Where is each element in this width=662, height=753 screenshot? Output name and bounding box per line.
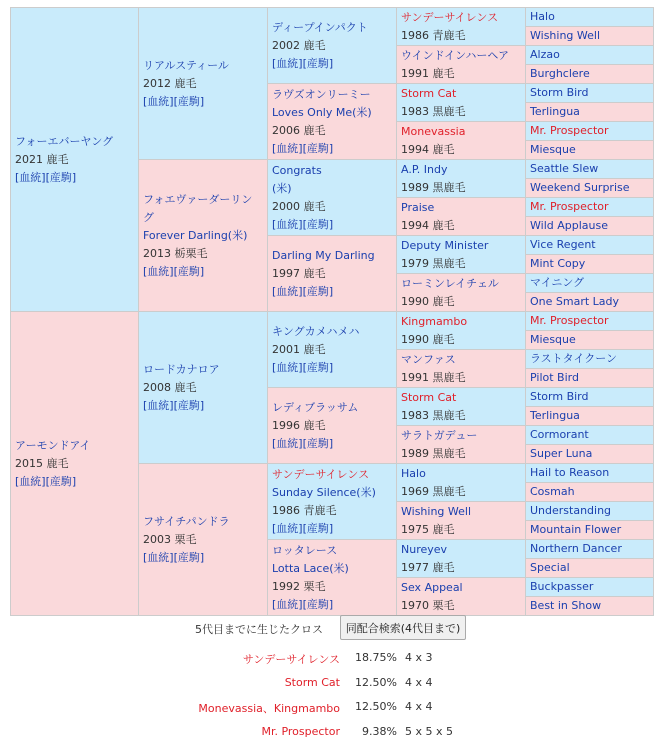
birth-year-color: 2001 鹿毛: [272, 342, 326, 356]
gen4-horse-cell: [397, 578, 526, 616]
gen4-horse-cell: [397, 388, 526, 426]
gen5-horse-cell: [526, 236, 654, 255]
cross-horse-name[interactable]: Monevassia、Kingmambo: [198, 702, 340, 715]
horse-name[interactable]: Monevassia: [401, 124, 466, 138]
birth-year-color: 1983 黒鹿毛: [401, 408, 466, 422]
horse-name[interactable]: Mint Copy: [530, 257, 586, 270]
gen5-horse-cell: [526, 255, 654, 274]
gen2-horse-cell: [139, 8, 268, 160]
cross-percentage: 12.50%: [355, 676, 397, 689]
horse-name[interactable]: アーモンドアイ: [15, 438, 91, 452]
gen5-horse-cell: [526, 445, 654, 464]
horse-name[interactable]: フォエヴァーダーリング: [143, 192, 253, 224]
horse-name[interactable]: Terlingua: [530, 409, 580, 422]
gen4-horse-cell: [397, 160, 526, 198]
birth-year-color: 2002 鹿毛: [272, 38, 326, 52]
cross-title: 5代目までに生じたクロス: [195, 623, 323, 636]
birth-year-color: 1992 栗毛: [272, 579, 326, 593]
gen5-horse-cell: [526, 293, 654, 312]
cross-horse-name[interactable]: Storm Cat: [284, 676, 340, 689]
horse-name[interactable]: Mr. Prospector: [530, 314, 609, 327]
cross-horse-name[interactable]: サンデーサイレンス: [242, 653, 340, 666]
birth-year-color: 2012 鹿毛: [143, 76, 197, 90]
gen5-horse-cell: [526, 388, 654, 407]
gen4-horse-cell: [397, 426, 526, 464]
horse-name[interactable]: フォーエバーヤング: [15, 134, 114, 148]
gen4-horse-cell: [397, 236, 526, 274]
horse-name[interactable]: Sex Appeal: [401, 580, 463, 594]
horse-name-alt[interactable]: Forever Darling(米): [143, 228, 248, 242]
horse-name[interactable]: Special: [530, 561, 570, 574]
gen5-horse-cell: [526, 407, 654, 426]
cross-percentage: 12.50%: [355, 700, 397, 713]
birth-year-color: 1989 黒鹿毛: [401, 180, 466, 194]
horse-name[interactable]: Storm Bird: [530, 86, 589, 99]
horse-name[interactable]: Alzao: [530, 48, 560, 61]
pedigree-offspring-links[interactable]: [血統][産駒]: [143, 550, 205, 564]
birth-year-color: 2013 栃栗毛: [143, 246, 208, 260]
gen4-horse-cell: [397, 350, 526, 388]
horse-name[interactable]: Mountain Flower: [530, 523, 622, 536]
horse-name[interactable]: Buckpasser: [530, 580, 594, 593]
horse-name[interactable]: マンファス: [401, 352, 456, 366]
horse-name[interactable]: Wild Applause: [530, 219, 608, 232]
horse-name[interactable]: レディブラッサム: [272, 400, 359, 414]
gen3-horse-cell: [268, 8, 397, 84]
horse-name[interactable]: ディープインパクト: [272, 20, 368, 34]
birth-year-color: 1990 鹿毛: [401, 332, 455, 346]
birth-year-color: 1990 鹿毛: [401, 294, 455, 308]
horse-name[interactable]: Northern Dancer: [530, 542, 622, 555]
horse-name[interactable]: Mr. Prospector: [530, 124, 609, 137]
horse-name[interactable]: Pilot Bird: [530, 371, 579, 384]
horse-name[interactable]: Vice Regent: [530, 238, 596, 251]
horse-name[interactable]: フサイチパンドラ: [143, 514, 230, 528]
gen5-horse-cell: [526, 464, 654, 483]
birth-year-color: 1994 鹿毛: [401, 218, 455, 232]
horse-name[interactable]: Cormorant: [530, 428, 589, 441]
horse-name[interactable]: Halo: [530, 10, 555, 23]
horse-name-alt[interactable]: Loves Only Me(米): [272, 105, 372, 119]
pedigree-offspring-links[interactable]: [血統][産駒]: [272, 436, 334, 450]
horse-name[interactable]: Nureyev: [401, 542, 448, 556]
horse-name[interactable]: Storm Cat: [401, 390, 457, 404]
pedigree-offspring-links[interactable]: [血統][産駒]: [272, 360, 334, 374]
gen5-horse-cell: [526, 46, 654, 65]
gen4-horse-cell: [397, 46, 526, 84]
horse-name[interactable]: キングカメハメハ: [272, 324, 360, 338]
gen3-horse-cell: [268, 84, 397, 160]
horse-name[interactable]: Praise: [401, 200, 435, 214]
cross-pattern: 4 x 4: [405, 700, 433, 713]
horse-name[interactable]: Miesque: [530, 143, 576, 156]
birth-year-color: 1970 栗毛: [401, 598, 455, 612]
gen5-horse-cell: [526, 502, 654, 521]
horse-name[interactable]: Halo: [401, 466, 426, 480]
birth-year-color: 1977 鹿毛: [401, 560, 455, 574]
horse-name[interactable]: Storm Bird: [530, 390, 589, 403]
horse-name[interactable]: サンデーサイレンス: [272, 467, 370, 481]
cross-row: [0, 651, 662, 669]
gen5-horse-cell: [526, 559, 654, 578]
birth-year-color: 1989 黒鹿毛: [401, 446, 466, 460]
birth-year-color: 1979 黒鹿毛: [401, 256, 466, 270]
gen1-horse-cell: [11, 8, 139, 312]
horse-name[interactable]: Kingmambo: [401, 314, 468, 328]
gen2-horse-cell: [139, 464, 268, 616]
gen5-horse-cell: [526, 198, 654, 217]
horse-name[interactable]: Cosmah: [530, 485, 575, 498]
gen3-horse-cell: [268, 312, 397, 388]
gen3-horse-cell: [268, 464, 397, 540]
horse-name[interactable]: Seattle Slew: [530, 162, 599, 175]
gen5-horse-cell: [526, 274, 654, 293]
horse-name[interactable]: Wishing Well: [530, 29, 601, 42]
horse-name[interactable]: One Smart Lady: [530, 295, 620, 308]
pedigree-offspring-links[interactable]: [血統][産駒]: [143, 264, 205, 278]
birth-year-color: 1986 青鹿毛: [401, 28, 466, 42]
gen4-horse-cell: [397, 540, 526, 578]
gen3-horse-cell: [268, 236, 397, 312]
gen4-horse-cell: [397, 464, 526, 502]
gen5-horse-cell: [526, 312, 654, 331]
horse-name[interactable]: Hail to Reason: [530, 466, 610, 479]
horse-name[interactable]: Understanding: [530, 504, 612, 517]
gen2-horse-cell: [139, 160, 268, 312]
horse-name-alt[interactable]: Sunday Silence(米): [272, 485, 376, 499]
birth-year-color: 1991 鹿毛: [401, 66, 455, 80]
pedigree-offspring-links[interactable]: [血統][産駒]: [15, 170, 77, 184]
cross-percentage: 18.75%: [355, 651, 397, 664]
gen5-horse-cell: [526, 179, 654, 198]
birth-year-color: 1996 鹿毛: [272, 418, 326, 432]
horse-name[interactable]: ラヴズオンリーミー: [272, 87, 371, 101]
pedigree-offspring-links[interactable]: [血統][産駒]: [15, 474, 77, 488]
horse-name[interactable]: Best in Show: [530, 599, 602, 612]
gen4-horse-cell: [397, 502, 526, 540]
birth-year-color: 2000 鹿毛: [272, 199, 326, 213]
gen5-horse-cell: [526, 84, 654, 103]
pedigree-offspring-links[interactable]: [血統][産駒]: [272, 597, 334, 611]
gen3-horse-cell: [268, 388, 397, 464]
horse-name[interactable]: A.P. Indy: [401, 162, 448, 176]
gen5-horse-cell: [526, 597, 654, 616]
birth-year-color: 1991 黒鹿毛: [401, 370, 466, 384]
horse-name[interactable]: Miesque: [530, 333, 576, 346]
horse-name[interactable]: Super Luna: [530, 447, 593, 460]
horse-name[interactable]: Terlingua: [530, 105, 580, 118]
horse-name[interactable]: Weekend Surprise: [530, 181, 630, 194]
gen4-horse-cell: [397, 8, 526, 46]
horse-name[interactable]: ウインドインハーヘア: [401, 48, 510, 62]
gen1-horse-cell: [11, 312, 139, 616]
gen3-horse-cell: [268, 540, 397, 616]
gen5-horse-cell: [526, 65, 654, 84]
gen5-horse-cell: [526, 27, 654, 46]
birth-year-color: 2021 鹿毛: [15, 152, 69, 166]
gen5-horse-cell: [526, 578, 654, 597]
pedigree-offspring-links[interactable]: [血統][産駒]: [272, 141, 334, 155]
birth-year-color: 1983 黒鹿毛: [401, 104, 466, 118]
horse-name[interactable]: ラストタイクーン: [530, 352, 618, 365]
cross-pattern: 4 x 4: [405, 676, 433, 689]
pedigree-offspring-links[interactable]: [血統][産駒]: [272, 521, 334, 535]
cross-percentage: 9.38%: [362, 725, 397, 738]
gen5-horse-cell: [526, 483, 654, 502]
pedigree-offspring-links[interactable]: [血統][産駒]: [143, 94, 205, 108]
gen5-horse-cell: [526, 426, 654, 445]
horse-name[interactable]: Darling My Darling: [272, 248, 375, 262]
horse-name[interactable]: ローミンレイチェル: [401, 276, 499, 290]
cross-row: [0, 725, 662, 743]
horse-name[interactable]: Storm Cat: [401, 86, 457, 100]
cross-horse-name[interactable]: Mr. Prospector: [261, 725, 340, 738]
pedigree-offspring-links[interactable]: [血統][産駒]: [272, 217, 334, 231]
horse-name[interactable]: ロードカナロア: [143, 362, 220, 376]
horse-name[interactable]: Deputy Minister: [401, 238, 489, 252]
horse-name-alt[interactable]: Lotta Lace(米): [272, 561, 349, 575]
cross-pattern: 5 x 5 x 5: [405, 725, 454, 738]
birth-year-color: 2015 鹿毛: [15, 456, 69, 470]
horse-name[interactable]: サンデーサイレンス: [401, 10, 499, 24]
pedigree-offspring-links[interactable]: [血統][産駒]: [272, 56, 334, 70]
birth-year-color: 2003 栗毛: [143, 532, 197, 546]
gen4-horse-cell: [397, 122, 526, 160]
pedigree-table: [10, 7, 654, 616]
gen3-horse-cell: [268, 160, 397, 236]
horse-name[interactable]: マイニング: [530, 276, 585, 289]
gen5-horse-cell: [526, 160, 654, 179]
gen5-horse-cell: [526, 122, 654, 141]
birth-year-color: 1994 鹿毛: [401, 142, 455, 156]
same-mating-search-button[interactable]: 同配合検索(4代目まで): [340, 615, 466, 640]
gen5-horse-cell: [526, 8, 654, 27]
cross-header: [0, 615, 662, 641]
gen5-horse-cell: [526, 331, 654, 350]
gen5-horse-cell: [526, 369, 654, 388]
horse-name[interactable]: Burghclere: [530, 67, 590, 80]
gen4-horse-cell: [397, 84, 526, 122]
pedigree-offspring-links[interactable]: [血統][産駒]: [272, 284, 334, 298]
horse-name[interactable]: Congrats: [272, 163, 322, 177]
cross-pattern: 4 x 3: [405, 651, 433, 664]
gen5-horse-cell: [526, 103, 654, 122]
horse-name[interactable]: ロッタレース: [272, 543, 338, 557]
horse-name[interactable]: Mr. Prospector: [530, 200, 609, 213]
horse-name[interactable]: サラトガデュー: [401, 428, 478, 442]
birth-year-color: 2006 鹿毛: [272, 123, 326, 137]
horse-name[interactable]: Wishing Well: [401, 504, 472, 518]
birth-year-color: 1986 青鹿毛: [272, 503, 337, 517]
birth-year-color: 1969 黒鹿毛: [401, 484, 466, 498]
gen5-horse-cell: [526, 521, 654, 540]
gen4-horse-cell: [397, 312, 526, 350]
birth-year-color: 2008 鹿毛: [143, 380, 197, 394]
birth-year-color: 1975 鹿毛: [401, 522, 455, 536]
horse-name[interactable]: リアルスティール: [143, 58, 229, 72]
horse-name-alt[interactable]: (米): [272, 181, 292, 195]
gen5-horse-cell: [526, 217, 654, 236]
pedigree-offspring-links[interactable]: [血統][産駒]: [143, 398, 205, 412]
cross-row: [0, 700, 662, 718]
gen5-horse-cell: [526, 350, 654, 369]
gen4-horse-cell: [397, 198, 526, 236]
gen4-horse-cell: [397, 274, 526, 312]
gen5-horse-cell: [526, 540, 654, 559]
gen5-horse-cell: [526, 141, 654, 160]
cross-row: [0, 676, 662, 694]
birth-year-color: 1997 鹿毛: [272, 266, 326, 280]
gen2-horse-cell: [139, 312, 268, 464]
